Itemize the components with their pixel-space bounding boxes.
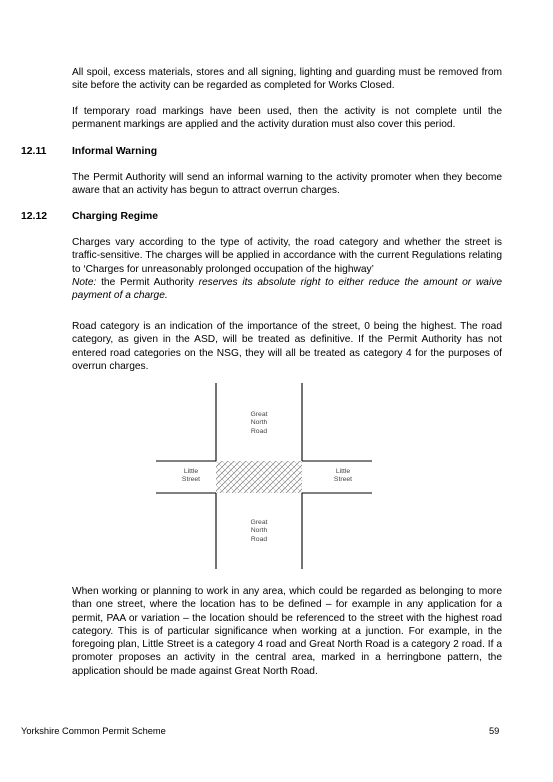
herringbone-area: [216, 461, 302, 493]
page-number: 59: [489, 726, 500, 736]
label-great-north-road-top: Great North Road: [250, 411, 268, 435]
paragraph-spoil-removal: All spoil, excess materials, stores and all signing, lighting and guarding must be removed from site before the activity can be regarded as completed for Works Closed.: [72, 67, 502, 92]
junction-diagram: [156, 383, 372, 569]
label-little-street-right: Little Street: [333, 468, 353, 484]
note-text: the Permit Authority: [96, 276, 199, 288]
paragraph-road-category: Road category is an indication of the importance of the street, 0 being the highest. The road category, as given in the ASD, will be treated as definitive. If the Permit Authority has not entered road categories on the NSG, they will all be treated as category 4 for the purposes of overrun charges.: [72, 321, 502, 372]
label-little-street-left: Little Street: [181, 468, 201, 484]
paragraph-junction-location: When working or planning to work in any area, which could be regarded as belonging to more than one street, where the location has to be defined – for example in any application for a permit, PAA or variation – the location should be referenced to the street with the highest road category. This is of particular significance when working at a junction. For example, in the foregoing plan, Little Street is a category 4 road and Great North Road is a category 2 road. If a promoter proposes an activity in the central area, marked in a herringbone pattern, the application should be made against Great North Road.: [72, 586, 502, 677]
charges-text: Charges vary according to the type of activity, the road category and whether the street is traffic-sensitive. The charges will be applied in accordance with the current Regulations relating to ‘Charges for unreasonably prolonged occupation of the highway’: [72, 237, 502, 275]
section-title-informal-warning: Informal Warning: [72, 146, 158, 157]
footer-title: Yorkshire Common Permit Scheme: [21, 726, 166, 736]
section-number-charging-regime: 12.12: [21, 211, 48, 222]
note-label: Note:: [72, 276, 97, 288]
note-italic-text: reserves its absolute right to either reduce the amount or waive payment of a charge.: [72, 276, 502, 302]
paragraph-charging-regime: [72, 236, 502, 302]
label-great-north-road-bottom: Great North Road: [250, 519, 268, 543]
section-title-charging-regime: Charging Regime: [72, 211, 159, 222]
section-number-informal-warning: 12.11: [21, 146, 47, 157]
paragraph-temporary-markings: If temporary road markings have been used, then the activity is not complete until the permanent markings are applied and the activity duration must also cover this period.: [72, 106, 502, 131]
paragraph-informal-warning: The Permit Authority will send an informal warning to the activity promoter when they become aware that an activity has begun to attract overrun charges.: [72, 172, 502, 197]
